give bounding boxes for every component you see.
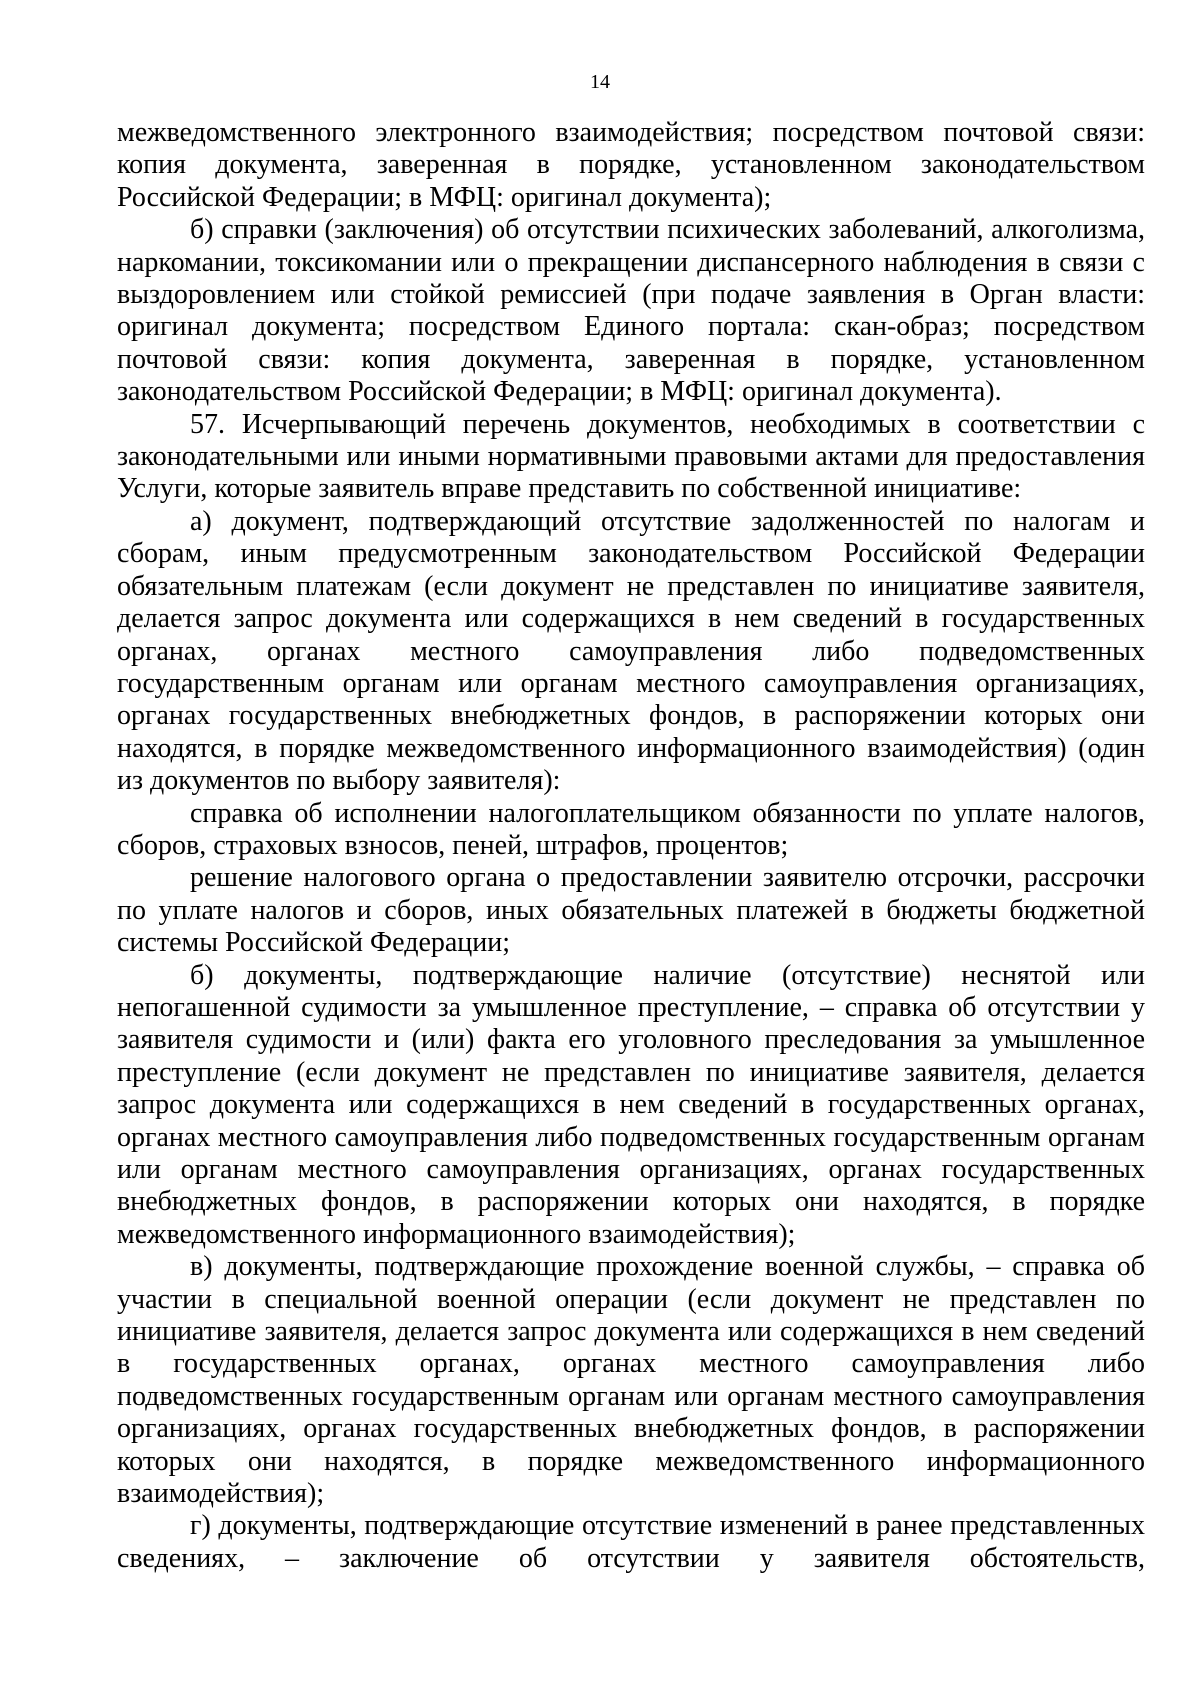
paragraph-line: организациях, органах государственных внебюджетных фондов, в распоряжении <box>117 1413 1145 1445</box>
paragraph-line: из документов по выбору заявителя): <box>117 765 561 797</box>
paragraph-line: справка об исполнении налогоплательщиком обязанности по уплате налогов, <box>190 797 1145 829</box>
paragraph-line: решение налогового органа о предоставлении заявителю отсрочки, рассрочки <box>190 862 1145 894</box>
paragraph-line: межведомственного электронного взаимодействия; посредством почтовой связи: <box>117 117 1145 148</box>
paragraph-line: г) документы, подтверждающие отсутствие изменений в ранее представленных <box>190 1510 1145 1542</box>
paragraph-line: в государственных органах, органах местного самоуправления либо <box>117 1348 1145 1380</box>
paragraph-line: почтовой связи: копия документа, заверенная в порядке, установленном <box>117 343 1145 375</box>
paragraph-line: органах, органах местного самоуправления либо подведомственных <box>117 635 1145 667</box>
paragraph-line: внебюджетных фондов, в распоряжении которых они находятся, в порядке <box>117 1186 1145 1218</box>
paragraph-line: органах местного самоуправления либо подведомственных государственным органам <box>117 1121 1145 1153</box>
paragraph-line: оригинал документа; посредством Единого портала: скан-образ; посредством <box>117 311 1145 343</box>
paragraph-line: инициативе заявителя, делается запрос документа или содержащихся в нем сведений <box>117 1316 1145 1348</box>
paragraph-line: б) справки (заключения) об отсутствии психических заболеваний, алкоголизма, <box>190 214 1145 246</box>
paragraph-line: сведениях, – заключение об отсутствии у заявителя обстоятельств, <box>117 1542 1145 1574</box>
paragraph-line: преступление (если документ не представлен по инициативе заявителя, делается <box>117 1056 1145 1088</box>
paragraph-line: участии в специальной военной операции (если документ не представлен по <box>117 1283 1145 1315</box>
paragraph-line: заявителя судимости и (или) факта его уголовного преследования за умышленное <box>117 1024 1145 1056</box>
paragraph-line: законодательством Российской Федерации; в МФЦ: оригинал документа). <box>117 376 1002 408</box>
document-body <box>117 117 1145 1575</box>
paragraph-line: запрос документа или содержащихся в нем сведений в государственных органах, <box>117 1089 1145 1121</box>
paragraph-line: наркомании, токсикомании или о прекращении диспансерного наблюдения в связи с <box>117 246 1145 278</box>
paragraph-line: обязательным платежам (если документ не представлен по инициативе заявителя, <box>117 570 1145 602</box>
page-number: 14 <box>590 71 610 93</box>
paragraph-line: Российской Федерации; в МФЦ: оригинал документа); <box>117 181 772 213</box>
paragraph-line: законодательными или иными нормативными правовыми актами для предоставления <box>117 441 1145 473</box>
paragraph-line: государственным органам или органам местного самоуправления организациях, <box>117 667 1145 699</box>
paragraph-line: 57. Исчерпывающий перечень документов, необходимых в соответствии с <box>190 408 1145 440</box>
paragraph-line: системы Российской Федерации; <box>117 927 511 959</box>
paragraph-line: по уплате налогов и сборов, иных обязательных платежей в бюджеты бюджетной <box>117 894 1145 926</box>
paragraph-line: делается запрос документа или содержащихся в нем сведений в государственных <box>117 603 1145 635</box>
paragraph-line: или органам местного самоуправления организациях, органах государственных <box>117 1154 1145 1185</box>
paragraph-line: выздоровлением или стойкой ремиссией (при подаче заявления в Орган власти: <box>117 279 1145 311</box>
paragraph-line: которых они находятся, в порядке межведомственного информационного <box>117 1445 1145 1477</box>
paragraph-line: подведомственных государственным органам или органам местного самоуправления <box>117 1380 1145 1412</box>
paragraph-line: Услуги, которые заявитель вправе представить по собственной инициативе: <box>117 473 1022 505</box>
paragraph-line: межведомственного информационного взаимодействия); <box>117 1218 796 1250</box>
paragraph-line: органах государственных внебюджетных фондов, в распоряжении которых они <box>117 700 1145 732</box>
paragraph-line: непогашенной судимости за умышленное преступление, – справка об отсутствии у <box>117 991 1145 1023</box>
paragraph-line: а) документ, подтверждающий отсутствие задолженностей по налогам и <box>190 505 1145 537</box>
paragraph-line: сборам, иным предусмотренным законодательством Российской Федерации <box>117 538 1145 570</box>
paragraph-line: сборов, страховых взносов, пеней, штрафов, процентов; <box>117 829 789 861</box>
paragraph-line: в) документы, подтверждающие прохождение военной службы, – справка об <box>190 1251 1145 1283</box>
paragraph-line: б) документы, подтверждающие наличие (отсутствие) неснятой или <box>190 959 1145 991</box>
paragraph-line: находятся, в порядке межведомственного информационного взаимодействия) (один <box>117 732 1145 764</box>
paragraph-line: взаимодействия); <box>117 1478 325 1510</box>
paragraph-line: копия документа, заверенная в порядке, установленном законодательством <box>117 149 1145 181</box>
